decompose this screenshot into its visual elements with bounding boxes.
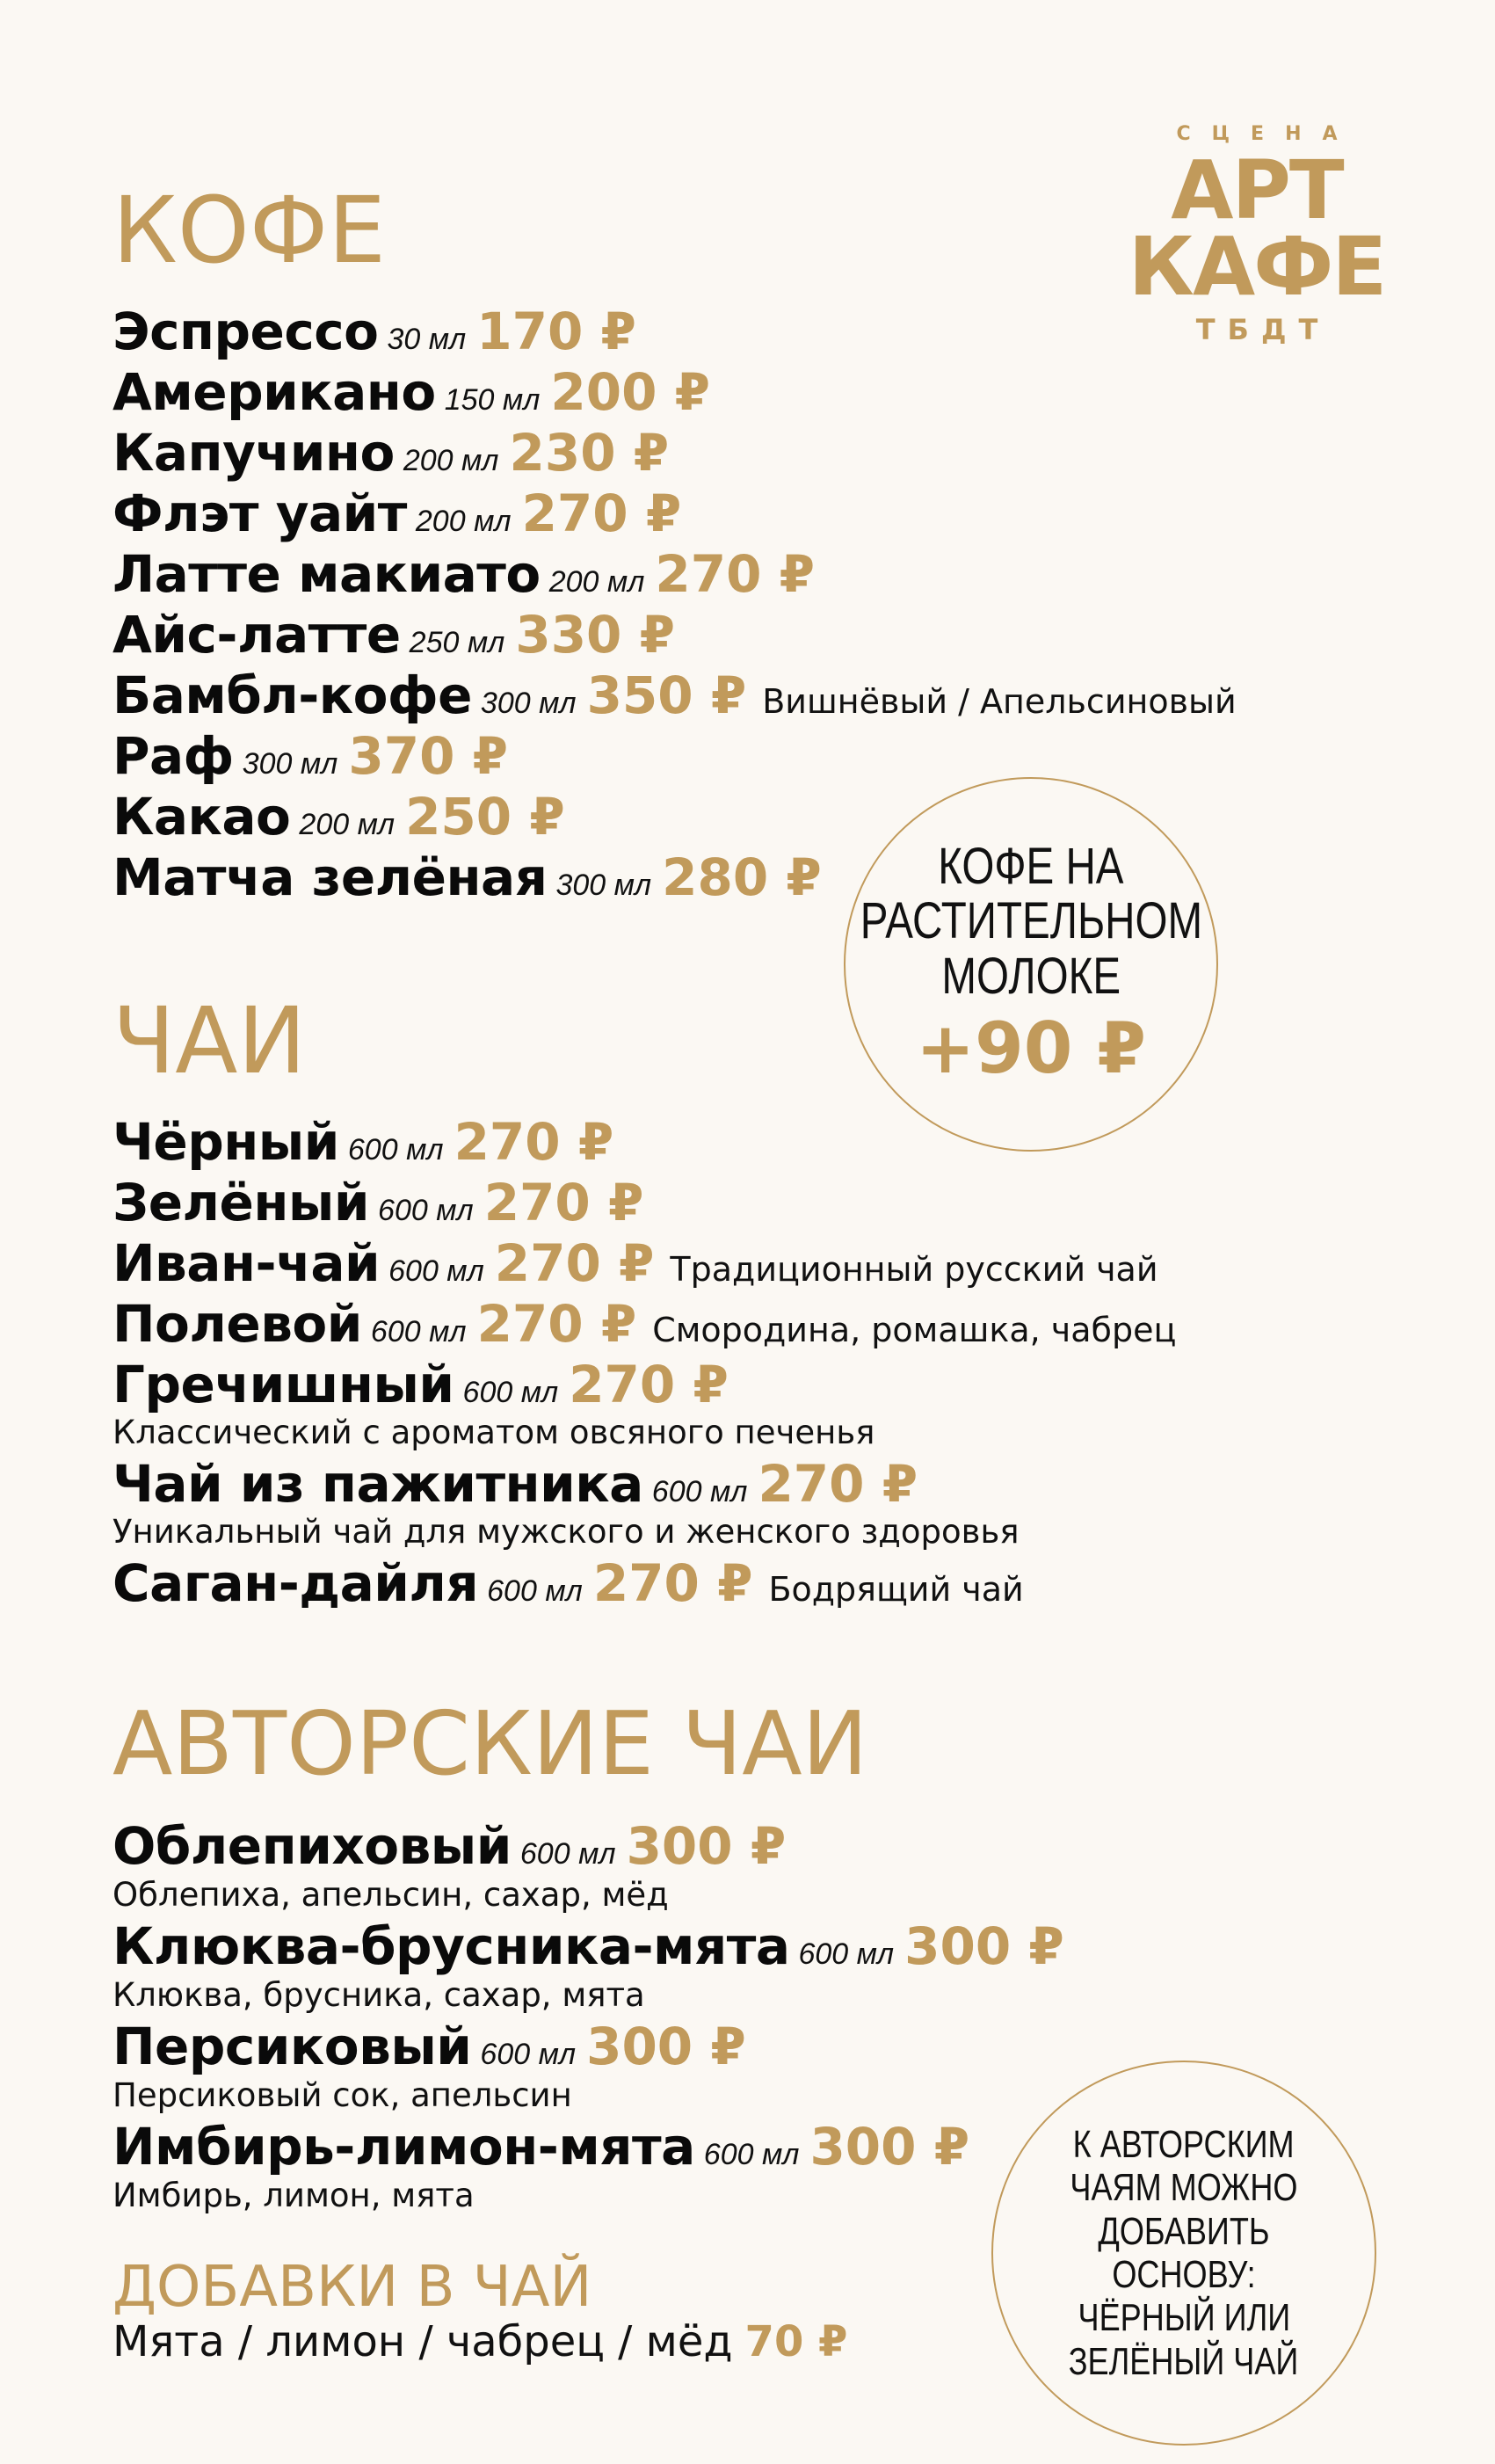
- item-volume: 600 мл: [370, 1315, 467, 1348]
- additions-row: [112, 2317, 848, 2366]
- item-name: Гречишный: [112, 1355, 454, 1414]
- author-tea-title: АВТОРСКИЕ ЧАИ: [112, 1692, 868, 1795]
- item-price: 270 ₽: [521, 483, 682, 543]
- item-price: 300 ₽: [626, 1816, 787, 1876]
- item-name: Полевой: [112, 1294, 362, 1354]
- item-price: 270 ₽: [758, 1454, 918, 1514]
- item-name: Имбирь-лимон-мята: [112, 2117, 695, 2177]
- item-description: Классический с ароматом овсяного печенья: [112, 1414, 875, 1451]
- item-volume: 300 мл: [555, 869, 652, 902]
- plant-milk-price: +90 ₽: [916, 1007, 1146, 1090]
- item-note: Смородина, ромашка, чабрец: [652, 1311, 1177, 1349]
- item-price: 250 ₽: [405, 787, 565, 847]
- plant-milk-badge: [844, 777, 1218, 1152]
- item-volume: 250 мл: [409, 626, 505, 659]
- item-price: 270 ₽: [454, 1112, 614, 1172]
- menu-item: [112, 665, 1237, 725]
- base-note-line5: ЗЕЛЁНЫЙ ЧАЙ: [1069, 2339, 1299, 2383]
- item-volume: 200 мл: [548, 565, 645, 599]
- menu-item: [112, 1916, 1064, 1976]
- item-name: Саган-дайля: [112, 1553, 479, 1613]
- item-price: 370 ₽: [348, 726, 508, 786]
- item-name: Американо: [112, 362, 436, 422]
- item-name: Раф: [112, 726, 234, 786]
- item-volume: 600 мл: [347, 1133, 444, 1167]
- menu-item: [112, 847, 822, 907]
- item-volume: 200 мл: [415, 505, 512, 538]
- menu-item: [112, 2117, 970, 2177]
- item-price: 170 ₽: [476, 302, 636, 361]
- item-name: Чай из пажитника: [112, 1454, 643, 1514]
- plant-milk-line1: КОФЕ НА: [938, 837, 1124, 895]
- base-note-line3: ДОБАВИТЬ ОСНОВУ:: [1098, 2209, 1270, 2296]
- item-price: 270 ₽: [569, 1355, 729, 1414]
- item-volume: 600 мл: [462, 1376, 559, 1409]
- menu-item: [112, 423, 670, 483]
- menu-item: [112, 1233, 1158, 1293]
- item-volume: 150 мл: [444, 383, 541, 417]
- menu-item: [112, 483, 682, 543]
- item-name: Иван-чай: [112, 1233, 381, 1293]
- menu-item: [112, 787, 565, 847]
- item-price: 270 ₽: [494, 1233, 655, 1293]
- item-note: Вишнёвый / Апельсиновый: [762, 682, 1237, 721]
- item-price: 300 ₽: [586, 2017, 746, 2076]
- item-name: Клюква-брусника-мята: [112, 1916, 790, 1976]
- logo-line2: КАФЕ: [1128, 220, 1386, 315]
- item-description: Клюква, брусника, сахар, мята: [112, 1976, 645, 2014]
- item-price: 350 ₽: [586, 665, 747, 725]
- item-price: 270 ₽: [655, 544, 816, 604]
- item-name: Латте макиато: [112, 544, 541, 604]
- item-volume: 600 мл: [651, 1475, 748, 1508]
- item-price: 230 ₽: [509, 423, 670, 483]
- item-price: 280 ₽: [662, 847, 822, 907]
- item-volume: 600 мл: [798, 1937, 895, 1971]
- item-name: Эспрессо: [112, 302, 379, 361]
- item-price: 270 ₽: [476, 1294, 637, 1354]
- item-volume: 600 мл: [388, 1254, 484, 1288]
- item-name: Персиковый: [112, 2017, 472, 2076]
- item-name: Капучино: [112, 423, 395, 483]
- menu-item: [112, 1112, 614, 1172]
- menu-item: [112, 302, 636, 361]
- item-name: Бамбл-кофе: [112, 665, 472, 725]
- item-price: 200 ₽: [550, 362, 711, 422]
- menu-item: [112, 1816, 787, 1876]
- item-price: 270 ₽: [592, 1553, 753, 1613]
- item-volume: 600 мл: [519, 1837, 616, 1871]
- item-description: Уникальный чай для мужского и женского здоровья: [112, 1513, 1020, 1551]
- item-price: 330 ₽: [515, 605, 675, 665]
- menu-item: [112, 1173, 644, 1232]
- item-volume: 600 мл: [703, 2138, 800, 2171]
- menu-item: [112, 544, 816, 604]
- item-price: 300 ₽: [904, 1916, 1064, 1976]
- coffee-title: КОФЕ: [112, 177, 386, 284]
- base-note-line4: ЧЁРНЫЙ ИЛИ: [1078, 2296, 1290, 2340]
- logo-bottom: ТБДТ: [1195, 312, 1331, 346]
- item-note: Традиционный русский чай: [670, 1250, 1158, 1289]
- item-volume: 600 мл: [480, 2038, 577, 2071]
- item-description: Облепиха, апельсин, сахар, мёд: [112, 1876, 669, 1914]
- item-description: Персиковый сок, апельсин: [112, 2076, 572, 2114]
- menu-item: [112, 362, 711, 422]
- item-name: Зелёный: [112, 1173, 370, 1232]
- item-name: Облепиховый: [112, 1816, 512, 1876]
- item-volume: 200 мл: [403, 444, 499, 477]
- item-name: Чёрный: [112, 1112, 339, 1172]
- menu-item: [112, 2017, 746, 2076]
- base-note-line1: К АВТОРСКИМ: [1073, 2123, 1295, 2167]
- item-volume: 300 мл: [480, 687, 577, 720]
- additions-text: Мята / лимон / чабрец / мёд: [112, 2317, 733, 2366]
- plant-milk-line2: РАСТИТЕЛЬНОМ: [860, 892, 1202, 950]
- item-price: 300 ₽: [809, 2117, 970, 2177]
- item-name: Айс-латте: [112, 605, 401, 665]
- logo: [1116, 123, 1397, 346]
- menu-item: [112, 1454, 918, 1514]
- menu-item: [112, 1553, 1024, 1613]
- item-note: Бодрящий чай: [768, 1570, 1024, 1609]
- menu-item: [112, 605, 675, 665]
- item-volume: 30 мл: [387, 323, 467, 356]
- item-price: 270 ₽: [483, 1173, 644, 1232]
- menu-item: [112, 1355, 729, 1414]
- additions-price: 70 ₽: [744, 2317, 848, 2366]
- base-note-line2: ЧАЯМ МОЖНО: [1070, 2166, 1298, 2210]
- item-name: Какао: [112, 787, 291, 847]
- item-description: Имбирь, лимон, мята: [112, 2177, 475, 2214]
- menu-item: [112, 726, 508, 786]
- item-volume: 600 мл: [378, 1194, 474, 1227]
- logo-line1: АРТ: [1171, 143, 1343, 237]
- item-volume: 300 мл: [242, 747, 338, 781]
- base-note-badge: [991, 2061, 1376, 2446]
- item-name: Матча зелёная: [112, 847, 548, 907]
- additions-title: ДОБАВКИ В ЧАЙ: [112, 2255, 592, 2320]
- item-name: Флэт уайт: [112, 483, 407, 543]
- item-volume: 200 мл: [299, 808, 396, 841]
- item-volume: 600 мл: [487, 1574, 583, 1608]
- tea-title: ЧАИ: [112, 987, 307, 1094]
- logo-top: СЦЕНА: [1176, 123, 1359, 145]
- menu-item: [112, 1294, 1177, 1354]
- plant-milk-line3: МОЛОКЕ: [941, 947, 1121, 1005]
